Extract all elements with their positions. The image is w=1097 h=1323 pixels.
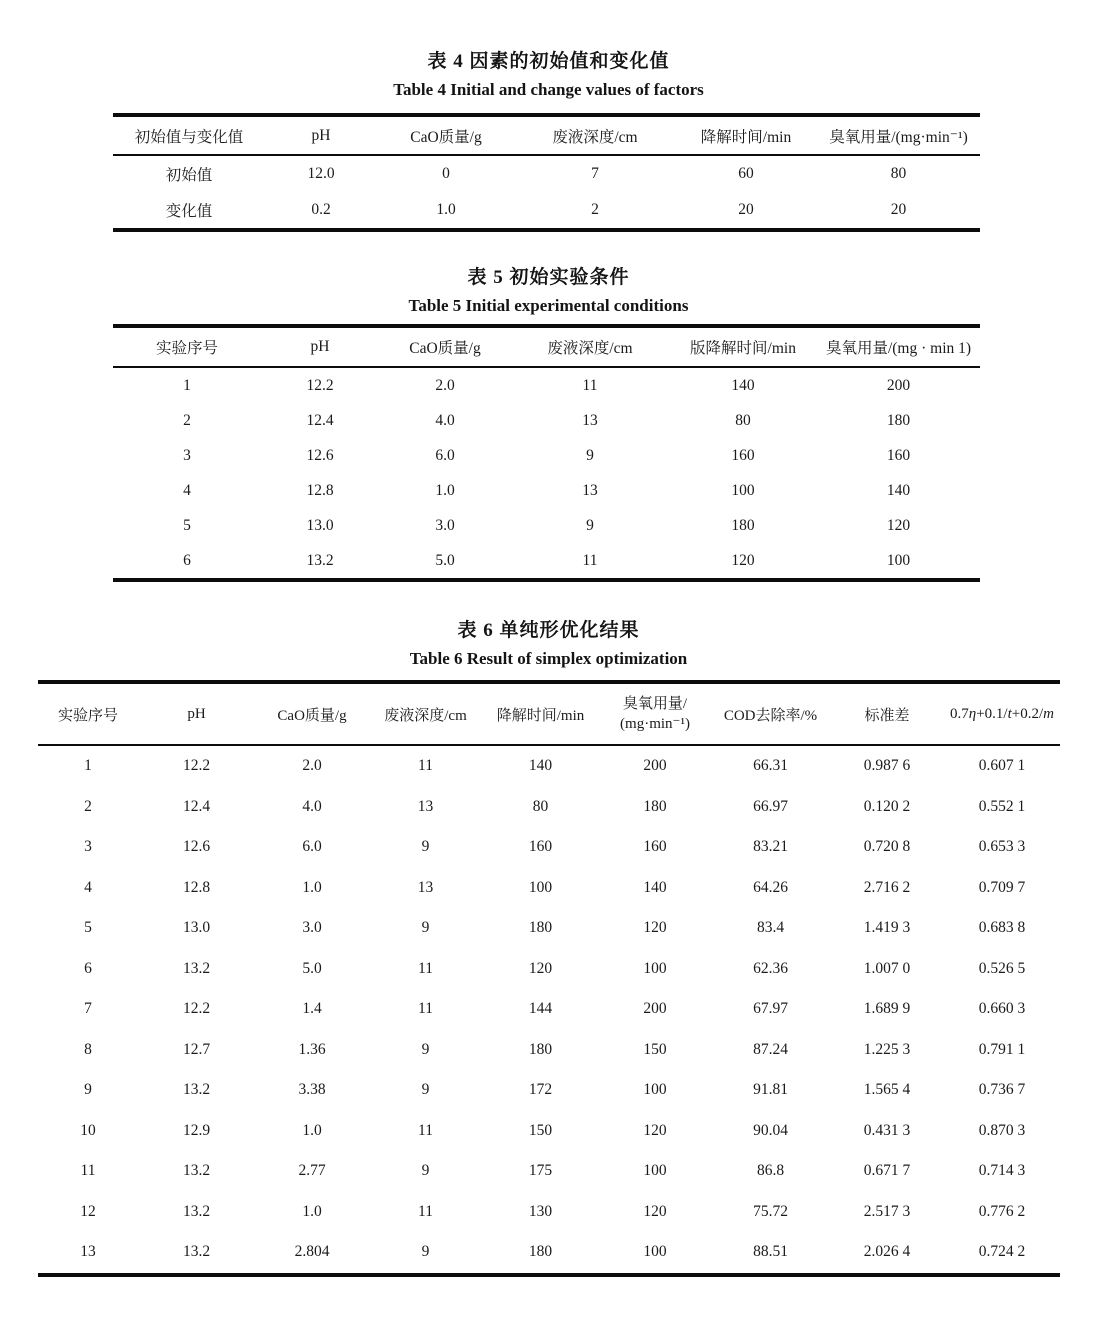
table6-header-std: 标准差 [830, 682, 944, 745]
table-cell: 160 [731, 446, 755, 464]
table-row [113, 115, 980, 155]
table-cell: 11 [418, 1202, 433, 1220]
table6-title-zh: 表 6 单纯形优化结果 [457, 620, 640, 641]
table6-header-ozone [599, 682, 711, 745]
table-row [38, 827, 1060, 868]
table-cell: 200 [886, 376, 911, 394]
table-row [113, 155, 980, 192]
table-cell: 2 [183, 411, 191, 429]
table-cell: 1 [84, 757, 92, 775]
table-cell: 0.607 1 [978, 757, 1026, 775]
table-cell: 172 [528, 1081, 553, 1099]
table5-header-run: 实验序号 [113, 326, 261, 367]
table-cell: 1 [183, 376, 191, 394]
table-cell: 75.72 [753, 1202, 788, 1220]
table-cell: 6.0 [435, 446, 455, 464]
table5-header-cao: CaO质量/g [379, 326, 511, 367]
table4-header-depth: 废液深度/cm [515, 115, 675, 155]
table-cell: 0.552 1 [978, 797, 1026, 815]
table-cell: 83.21 [753, 838, 788, 856]
table-cell: 12.2 [182, 757, 211, 775]
table-cell: 13.2 [182, 1202, 211, 1220]
table-cell: 6 [183, 551, 191, 569]
table-cell: 100 [886, 551, 911, 569]
table-row [38, 745, 1060, 787]
table-cell: 12.6 [182, 838, 211, 856]
table-cell: 150 [643, 1040, 667, 1058]
table-cell: 0.736 7 [978, 1081, 1026, 1099]
table5-header-time: 版降解时间/min [669, 326, 817, 367]
table-cell: 12.6 [306, 446, 334, 464]
table-cell: 13 [417, 797, 434, 815]
table-cell: 20 [738, 201, 754, 218]
table-cell: 120 [643, 919, 667, 937]
table-cell: 2.77 [298, 1162, 326, 1180]
table6-header-ozone-line1: 臭氧用量/ [622, 695, 688, 712]
table-cell: 0 [442, 165, 450, 182]
table-cell: 0.431 3 [863, 1121, 911, 1139]
table-cell: 12 [80, 1202, 96, 1220]
table6 [38, 680, 1060, 1277]
table-row [38, 989, 1060, 1030]
table-cell: 0.2 [311, 201, 331, 218]
table-cell: 120 [643, 1121, 667, 1139]
table-cell: 11 [418, 1000, 433, 1018]
table5-header-row [113, 326, 980, 367]
table-cell: 120 [886, 516, 911, 534]
table-row [113, 192, 980, 230]
table-cell: 12.8 [306, 481, 334, 499]
table-cell: 5 [84, 919, 92, 937]
table6-header-run: 实验序号 [38, 682, 138, 745]
table-cell: 60 [738, 165, 754, 182]
table6-header-row [38, 682, 1060, 745]
table-cell: 7 [84, 1000, 92, 1018]
table-cell: 120 [528, 959, 553, 977]
table-row [38, 1232, 1060, 1275]
table-cell: 4 [84, 878, 92, 896]
table-cell: 175 [528, 1162, 553, 1180]
table-row [113, 326, 980, 367]
table-cell: 0.709 7 [978, 878, 1026, 896]
table-row [38, 949, 1060, 990]
table-cell: 180 [528, 1040, 553, 1058]
table4-header-ph: pH [265, 115, 377, 155]
table-cell: 13 [582, 481, 598, 499]
table-cell: 91.81 [753, 1081, 788, 1099]
table-cell: 7 [591, 165, 599, 182]
table-cell: 180 [643, 797, 667, 815]
table-row [38, 787, 1060, 828]
table-row [38, 1030, 1060, 1071]
table-cell: 9 [421, 919, 430, 937]
table4-title-en: Table 4 Initial and change values of factors [393, 80, 704, 99]
table5-header-ph: pH [261, 326, 379, 367]
table-cell: 66.97 [753, 797, 788, 815]
table-cell: 86.8 [756, 1162, 785, 1180]
table-cell: 0.870 3 [978, 1121, 1026, 1139]
table-cell: 12.9 [182, 1121, 211, 1139]
table-cell: 67.97 [753, 1000, 788, 1018]
table-cell: 0.526 5 [978, 959, 1026, 977]
table-cell: 0.660 3 [978, 1000, 1026, 1018]
table-row [113, 473, 980, 508]
table-cell: 150 [528, 1121, 553, 1139]
table-cell: 83.4 [756, 919, 785, 937]
table-cell: 140 [643, 878, 667, 896]
table-cell: 2.716 2 [863, 878, 911, 896]
table-cell: 13.0 [306, 516, 334, 534]
table-cell: 100 [731, 481, 755, 499]
table-cell: 100 [643, 1162, 667, 1180]
table-cell: 120 [643, 1202, 667, 1220]
table-cell: 11 [582, 551, 598, 569]
table-cell: 12.7 [182, 1040, 211, 1058]
table-cell: 1.007 0 [863, 959, 911, 977]
table-cell: 0.120 2 [863, 797, 911, 815]
table-cell: 9 [421, 1081, 430, 1099]
table-cell: 62.36 [753, 959, 788, 977]
formula-part-eta: η [968, 705, 977, 722]
table-cell: 140 [886, 481, 911, 499]
table-cell: 13 [80, 1243, 96, 1261]
table4 [113, 113, 980, 232]
table-cell: 9 [421, 838, 430, 856]
table-cell: 64.26 [753, 878, 788, 896]
table-cell: 4 [183, 481, 191, 499]
table-cell: 13.2 [182, 959, 211, 977]
table-cell: 2.0 [435, 376, 455, 394]
table-cell: 9 [421, 1243, 430, 1261]
table-cell: 1.225 3 [863, 1040, 911, 1058]
table4-header-cao: CaO质量/g [377, 115, 515, 155]
table-row [38, 1192, 1060, 1233]
table-cell: 9 [421, 1040, 430, 1058]
table5-body [113, 367, 980, 580]
table-cell: 100 [643, 1081, 667, 1099]
table-cell: 5 [183, 516, 191, 534]
table4-section [0, 0, 1097, 232]
table-cell: 2 [591, 201, 599, 218]
table-cell: 11 [418, 757, 433, 775]
table-cell: 13.2 [306, 551, 334, 569]
table-row [38, 1151, 1060, 1192]
table-cell: 2.804 [294, 1243, 330, 1261]
table-cell: 80 [735, 411, 751, 429]
table6-header-cod: COD去除率/% [711, 682, 830, 745]
table-cell: 12.8 [182, 878, 211, 896]
table6-header-formula [944, 682, 1060, 745]
table-cell: 13.0 [182, 919, 211, 937]
table-cell: 11 [418, 959, 433, 977]
table-cell: 3 [84, 838, 92, 856]
table4-title-zh: 表 4 因素的初始值和变化值 [427, 51, 670, 72]
table-cell: 1.0 [436, 201, 456, 218]
table-cell: 2 [84, 797, 92, 815]
table-cell: 3.0 [435, 516, 455, 534]
table-cell: 180 [731, 516, 755, 534]
table-cell: 160 [643, 838, 667, 856]
table4-header-label-col: 初始值与变化值 [113, 115, 265, 155]
table4-body [113, 155, 980, 230]
table-cell: 0.714 3 [978, 1162, 1026, 1180]
table-cell: 12.2 [182, 1000, 211, 1018]
table-cell: 1.0 [302, 878, 322, 896]
table-cell: 2.026 4 [863, 1243, 911, 1261]
table-cell: 0.683 8 [978, 919, 1026, 937]
table-cell: 13 [582, 411, 598, 429]
table-cell: 0.653 3 [978, 838, 1026, 856]
table-cell: 90.04 [753, 1121, 788, 1139]
table-row [38, 1070, 1060, 1111]
table-cell: 88.51 [753, 1243, 788, 1261]
table-cell: 6.0 [302, 838, 322, 856]
table-cell: 130 [528, 1202, 553, 1220]
formula-part: 0.7 [950, 705, 969, 722]
table-cell: 12.4 [306, 411, 334, 429]
table-cell: 120 [731, 551, 755, 569]
table-cell: 1.689 9 [863, 1000, 911, 1018]
table-cell: 5.0 [302, 959, 322, 977]
table-row [38, 1111, 1060, 1152]
table4-header-row [113, 115, 980, 155]
table-cell: 100 [643, 1243, 667, 1261]
table-cell: 5.0 [435, 551, 455, 569]
table-cell: 3 [183, 446, 191, 464]
table-cell: 12.4 [182, 797, 211, 815]
table-cell: 80 [532, 797, 549, 815]
table-cell: 0.987 6 [863, 757, 911, 775]
table5-section [0, 262, 1097, 582]
table4-header-ozone: 臭氧用量/(mg·min⁻¹) [817, 115, 980, 155]
table-cell: 13 [417, 878, 434, 896]
table-cell: 12.0 [307, 165, 335, 182]
table-cell: 1.36 [298, 1040, 326, 1058]
table-cell: 0.720 8 [863, 838, 911, 856]
table-cell: 180 [528, 919, 553, 937]
table-cell: 80 [890, 165, 907, 182]
table-cell: 100 [643, 959, 667, 977]
formula-part-t: t [1007, 705, 1012, 722]
table-cell: 87.24 [753, 1040, 788, 1058]
table-cell: 11 [582, 376, 598, 394]
table-cell: 4.0 [435, 411, 455, 429]
table-cell: 144 [528, 1000, 553, 1018]
table-cell: 200 [643, 1000, 667, 1018]
table-cell: 11 [80, 1162, 96, 1180]
table-cell: 9 [84, 1081, 92, 1099]
table-row [113, 367, 980, 403]
table-row [38, 908, 1060, 949]
table5 [113, 324, 980, 582]
table-cell: 0.776 2 [978, 1202, 1026, 1220]
table-cell: 1.4 [302, 1000, 322, 1018]
table5-header-depth: 废液深度/cm [511, 326, 669, 367]
table6-header-time: 降解时间/min [482, 682, 599, 745]
table-cell: 180 [528, 1243, 553, 1261]
table-row [113, 438, 980, 473]
table-cell: 13.2 [182, 1081, 211, 1099]
table-row [38, 868, 1060, 909]
table6-header-ph: pH [138, 682, 255, 745]
table-cell: 3.0 [302, 919, 322, 937]
table-cell: 1.565 4 [863, 1081, 911, 1099]
table-cell: 2.517 3 [863, 1202, 911, 1220]
table-cell: 160 [528, 838, 553, 856]
table6-section [0, 615, 1097, 1277]
table6-body [38, 745, 1060, 1275]
table6-header-depth: 废液深度/cm [369, 682, 482, 745]
table-row [113, 543, 980, 580]
table-cell: 2.0 [302, 757, 322, 775]
table6-header-ozone-line2: (mg·min⁻¹) [620, 716, 690, 732]
table-cell: 1.0 [302, 1202, 322, 1220]
table-row [113, 403, 980, 438]
table-cell: 1.0 [302, 1121, 322, 1139]
table-cell: 初始值 [165, 167, 213, 184]
table-cell: 140 [528, 757, 553, 775]
table6-header-cao: CaO质量/g [255, 682, 369, 745]
table-cell: 180 [886, 411, 911, 429]
table-cell: 3.38 [298, 1081, 326, 1099]
table-cell: 0.671 7 [863, 1162, 911, 1180]
table-cell: 4.0 [302, 797, 322, 815]
table-cell: 1.419 3 [863, 919, 911, 937]
formula-part: +0.1/ [976, 705, 1008, 722]
table5-title-en: Table 5 Initial experimental conditions [408, 296, 689, 315]
table-cell: 66.31 [753, 757, 788, 775]
table-cell: 变化值 [165, 203, 213, 220]
table-cell: 20 [890, 201, 907, 218]
formula-part-m: m [1043, 705, 1054, 722]
table-cell: 13.2 [182, 1243, 211, 1261]
table-row [38, 682, 1060, 745]
table-cell: 140 [731, 376, 755, 394]
table-cell: 9 [586, 446, 594, 464]
table-cell: 0.724 2 [978, 1243, 1026, 1261]
table-cell: 12.2 [306, 376, 334, 394]
table-cell: 100 [528, 878, 553, 896]
table5-header-ozone: 臭氧用量/(mg · min 1) [817, 326, 980, 367]
table-cell: 11 [418, 1121, 433, 1139]
table-cell: 10 [80, 1121, 96, 1139]
table-cell: 9 [421, 1162, 430, 1180]
formula-part: +0.2/ [1011, 705, 1044, 722]
table-cell: 0.791 1 [978, 1040, 1026, 1058]
table-cell: 13.2 [182, 1162, 211, 1180]
table5-title-zh: 表 5 初始实验条件 [467, 267, 630, 288]
table-row [113, 508, 980, 543]
table-cell: 1.0 [435, 481, 455, 499]
table-cell: 6 [84, 959, 92, 977]
table-cell: 200 [643, 757, 667, 775]
table-cell: 9 [586, 516, 594, 534]
table4-header-time: 降解时间/min [675, 115, 817, 155]
table-cell: 160 [886, 446, 911, 464]
table6-title-en: Table 6 Result of simplex optimization [409, 649, 688, 668]
table-cell: 8 [84, 1040, 92, 1058]
